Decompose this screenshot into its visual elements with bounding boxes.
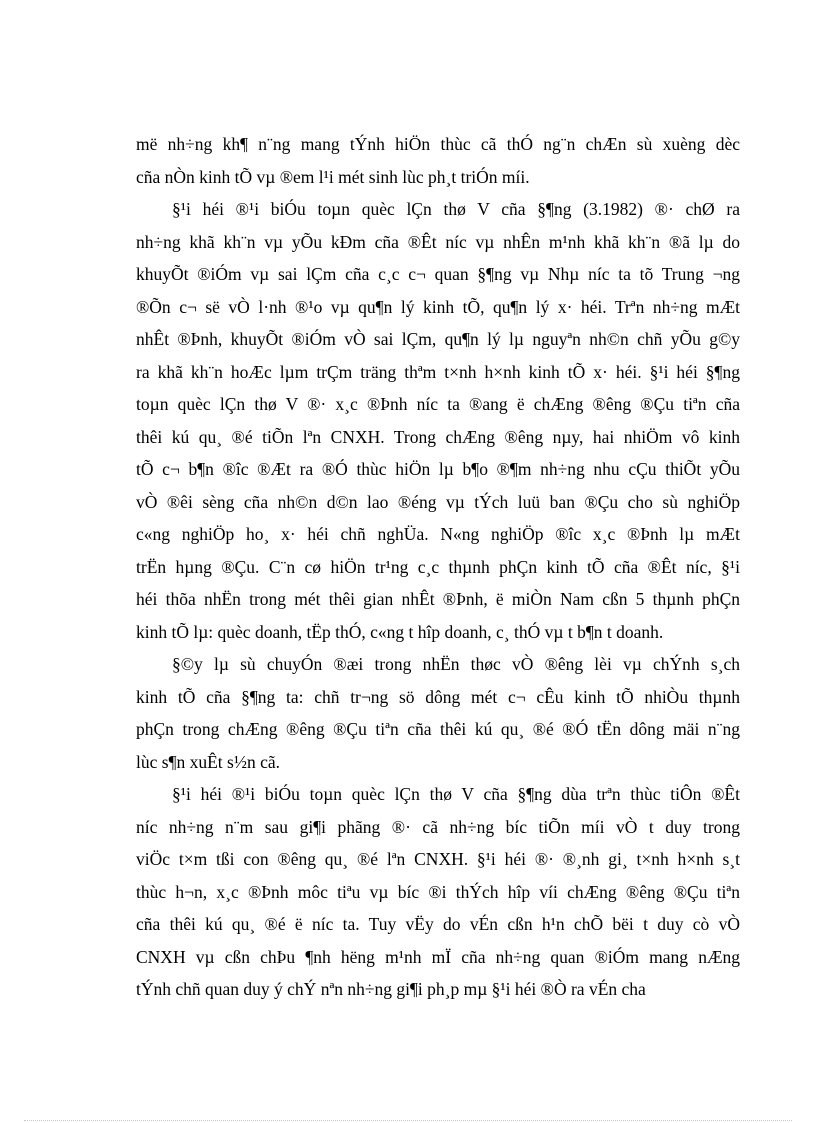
paragraph-2-line-4: ®Õn c¬ së vÒ l·nh ®¹o vµ qu¶n lý kinh tÕ, qu¶n lý x· héi. Trªn nh÷ng mÆt	[136, 296, 740, 317]
paragraph-2-line-11: c«ng nghiÖp ho¸ x· héi chñ nghÜa. N«ng nghiÖp ®îc x¸c ®Þnh lµ mÆt	[136, 524, 740, 544]
paragraph-4-line-7: tÝnh chñ quan duy ý chÝ nªn nh÷ng gi¶i ph¸p mµ §¹i héi ®Ò ra vÉn cha	[136, 979, 646, 999]
paragraph-2-line-12: trËn hµng ®Çu. C¨n cø hiÖn tr¹ng c¸c thµnh phÇn kinh tÕ cña ®Êt níc, §¹i	[136, 556, 740, 577]
paragraph-2-line-9: tÕ c¬ b¶n ®îc ®Æt ra ®Ó thùc hiÖn lµ b¶o ®¶m nh÷ng nhu cÇu thiÕt yÕu	[136, 459, 740, 479]
paragraph-2-line-10: vÒ ®êi sèng cña nh©n d©n lao ®éng vµ tÝch luü ban ®Çu cho sù nghiÖp	[136, 491, 740, 512]
paragraph-2-line-3: khuyÕt ®iÓm vµ sai lÇm cña c¸c c¬ quan §¶ng vµ Nhµ níc ta tõ Trung ¬ng	[136, 264, 740, 284]
paragraph-4-line-1: §¹i héi ®¹i biÓu toµn quèc lÇn thø V cña §¶ng dùa trªn thùc tiÔn ®Êt	[172, 784, 740, 804]
paragraph-3-line-1: §©y lµ sù chuyÓn ®æi trong nhËn thøc vÒ ®êng lèi vµ chÝnh s¸ch	[172, 654, 740, 674]
paragraph-3-line-3: phÇn trong chÆng ®êng ®Çu tiªn cña thêi kú qu¸ ®é ®Ó tËn dông mäi n¨ng	[136, 719, 740, 739]
paragraph-4-line-6: CNXH vµ cßn chÞu ¶nh hëng m¹nh mÏ cña nh÷ng quan ®iÓm mang nÆng	[136, 946, 740, 967]
paragraph-2-line-1: §¹i héi ®¹i biÓu toµn quèc lÇn thø V cña §¶ng (3.1982) ®· chØ ra	[172, 199, 740, 219]
page-bottom-divider	[24, 1120, 792, 1121]
paragraph-2-line-8: thêi kú qu¸ ®é tiÕn lªn CNXH. Trong chÆng ®êng nµy, hai nhiÖm vô kinh	[136, 426, 740, 447]
paragraph-2-line-7: toµn quèc lÇn thø V ®· x¸c ®Þnh níc ta ®ang ë chÆng ®êng ®Çu tiªn cña	[136, 394, 740, 414]
paragraph-4-line-4: thùc h¬n, x¸c ®Þnh môc tiªu vµ bíc ®i thÝch hîp víi chÆng ®êng ®Çu tiªn	[136, 881, 740, 902]
paragraph-2-line-6: ra khã kh¨n hoÆc lµm trÇm träng thªm t×nh h×nh kinh tÕ x· héi. §¹i héi §¶ng	[136, 361, 740, 382]
paragraph-2-line-5: nhÊt ®Þnh, khuyÕt ®iÓm vÒ sai lÇm, qu¶n lý lµ nguyªn nh©n chñ yÕu g©y	[136, 329, 740, 349]
paragraph-4-line-3: viÖc t×m tßi con ®êng qu¸ ®é lªn CNXH. §¹i héi ®· ®¸nh gi¸ t×nh h×nh s¸t	[136, 849, 740, 869]
paragraph-3-line-4: lùc s¶n xuÊt s½n cã.	[136, 751, 281, 772]
paragraph-3-line-2: kinh tÕ cña §¶ng ta: chñ tr¬ng sö dông mét c¬ cÊu kinh tÕ nhiÒu thµnh	[136, 686, 740, 707]
paragraph-1-line-1: më nh÷ng kh¶ n¨ng mang tÝnh hiÖn thùc cã thÓ ng¨n chÆn sù xuèng dèc	[136, 134, 740, 154]
paragraph-1-line-2: cña nÒn kinh tÕ vµ ®em l¹i mét sinh lùc ph¸t triÓn míi.	[136, 166, 530, 187]
paragraph-4-line-5: cña thêi kú qu¸ ®é ë níc ta. Tuy vËy do vÉn cßn h¹n chÕ bëi t duy cò vÒ	[136, 914, 740, 934]
document-body	[136, 128, 740, 1006]
paragraph-2-line-13: héi thõa nhËn trong mét thêi gian nhÊt ®Þnh, ë miÒn Nam cßn 5 thµnh phÇn	[136, 589, 740, 609]
paragraph-4-line-2: níc nh÷ng n¨m sau gi¶i phãng ®· cã nh÷ng bíc tiÕn míi vÒ t duy trong	[136, 816, 740, 837]
paragraph-2-line-14: kinh tÕ lµ: quèc doanh, tËp thÓ, c«ng t hîp doanh, c¸ thÓ vµ t b¶n t doanh.	[136, 621, 664, 642]
paragraph-2-line-2: nh÷ng khã kh¨n vµ yÕu kÐm cña ®Êt níc vµ nhÊn m¹nh khã kh¨n ®ã lµ do	[136, 231, 740, 252]
